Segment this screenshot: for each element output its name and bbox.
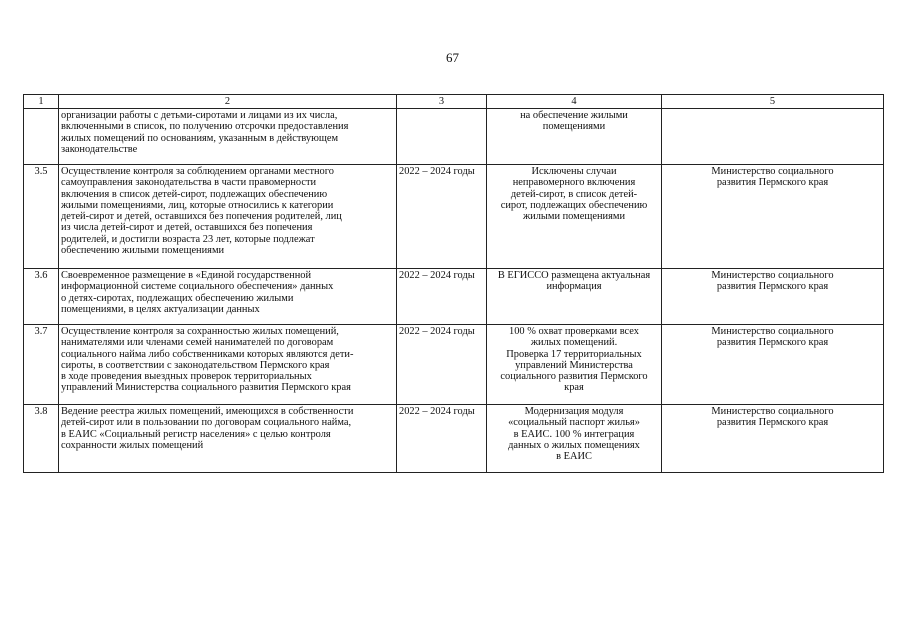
- responsible-text: Министерство социального развития Пермского края: [711, 326, 834, 349]
- responsible-cell: [662, 269, 884, 325]
- event-text: Осуществление контроля за сохранностью жилых помещений, нанимателями или членами семей нанимателей по договорам социального найма либо собственниками которых являются дети- сироты, в соответствии с законодательством Пермского края в ходе проведения выездных проверок территориальных управлений Министерства социального развития Пермского края: [61, 326, 354, 394]
- event-cell: [59, 405, 397, 473]
- result-text: на обеспечение жилыми помещениями: [520, 110, 628, 133]
- responsible-cell: [662, 325, 884, 405]
- page-number: 67: [446, 50, 459, 65]
- event-cell: [59, 109, 397, 165]
- column-header-period: 3: [397, 95, 487, 109]
- result-text: В ЕГИССО размещена актуальная информация: [497, 270, 651, 293]
- period-cell: 2022 – 2024 годы: [397, 165, 487, 269]
- result-text: Модернизация модуля «социальный паспорт жилья» в ЕАИС. 100 % интеграция данных о жилых помещениях в ЕАИС: [508, 406, 640, 463]
- table-row: [24, 405, 884, 473]
- responsible-cell: [662, 165, 884, 269]
- responsible-text: Министерство социального развития Пермского края: [711, 270, 834, 293]
- table-row: [24, 325, 884, 405]
- event-text: Своевременное размещение в «Единой государственной информационной системе социального обеспечения» данных о детях-сиротах, подлежащих обеспечению жилыми помещениями, в целях актуализации данных: [61, 270, 334, 315]
- event-cell: [59, 269, 397, 325]
- event-cell: [59, 165, 397, 269]
- period-cell: [397, 109, 487, 165]
- responsible-text: Министерство социального развития Пермского края: [711, 166, 834, 189]
- event-text: Осуществление контроля за соблюдением органами местного самоуправления законодательства в части правомерности включения в список детей-сирот, подлежащих обеспечению жилыми помещениями, лиц, которые относились к категории детей-сирот и детей, оставшихся без попечения родителей, лиц из числа детей-сирот и детей, оставшихся без попечения родителей, и достигли возраста 23 лет, которые подлежат обеспечению жилыми помещениями: [61, 166, 342, 257]
- table-row: [24, 109, 884, 165]
- row-number: 3.8: [24, 405, 59, 473]
- event-text: Ведение реестра жилых помещений, имеющихся в собственности детей-сирот или в пользовании по договорам социального найма, в ЕАИС «Социальный регистр населения» с целью контроля сохранности жилых помещений: [61, 406, 354, 451]
- column-header-event: 2: [59, 95, 397, 109]
- measures-table: [23, 94, 884, 473]
- column-header-result: 4: [487, 95, 662, 109]
- row-number: 3.7: [24, 325, 59, 405]
- result-cell: [487, 109, 662, 165]
- result-cell: [487, 405, 662, 473]
- result-cell: [487, 165, 662, 269]
- period-cell: 2022 – 2024 годы: [397, 269, 487, 325]
- result-text: Исключены случаи неправомерного включения детей-сирот, в список детей- сирот, подлежащих обеспечению жилыми помещениями: [500, 166, 648, 223]
- responsible-cell: [662, 109, 884, 165]
- table-header-row: [24, 95, 884, 109]
- table-row: [24, 269, 884, 325]
- event-cell: [59, 325, 397, 405]
- row-number: [24, 109, 59, 165]
- period-cell: 2022 – 2024 годы: [397, 405, 487, 473]
- column-header-responsible: 5: [662, 95, 884, 109]
- responsible-text: Министерство социального развития Пермского края: [711, 406, 834, 429]
- period-cell: 2022 – 2024 годы: [397, 325, 487, 405]
- column-header-number: 1: [24, 95, 59, 109]
- row-number: 3.6: [24, 269, 59, 325]
- result-cell: [487, 325, 662, 405]
- result-cell: [487, 269, 662, 325]
- row-number: 3.5: [24, 165, 59, 269]
- event-text: организации работы с детьми-сиротами и лицами из их числа, включенными в список, по получению отсрочки предоставления жилых помещений по основаниям, указанным в действующем законодательстве: [61, 110, 349, 155]
- result-text: 100 % охват проверками всех жилых помещений. Проверка 17 территориальных управлений Министерства социального развития Пермского края: [500, 326, 648, 394]
- table-row: [24, 165, 884, 269]
- responsible-cell: [662, 405, 884, 473]
